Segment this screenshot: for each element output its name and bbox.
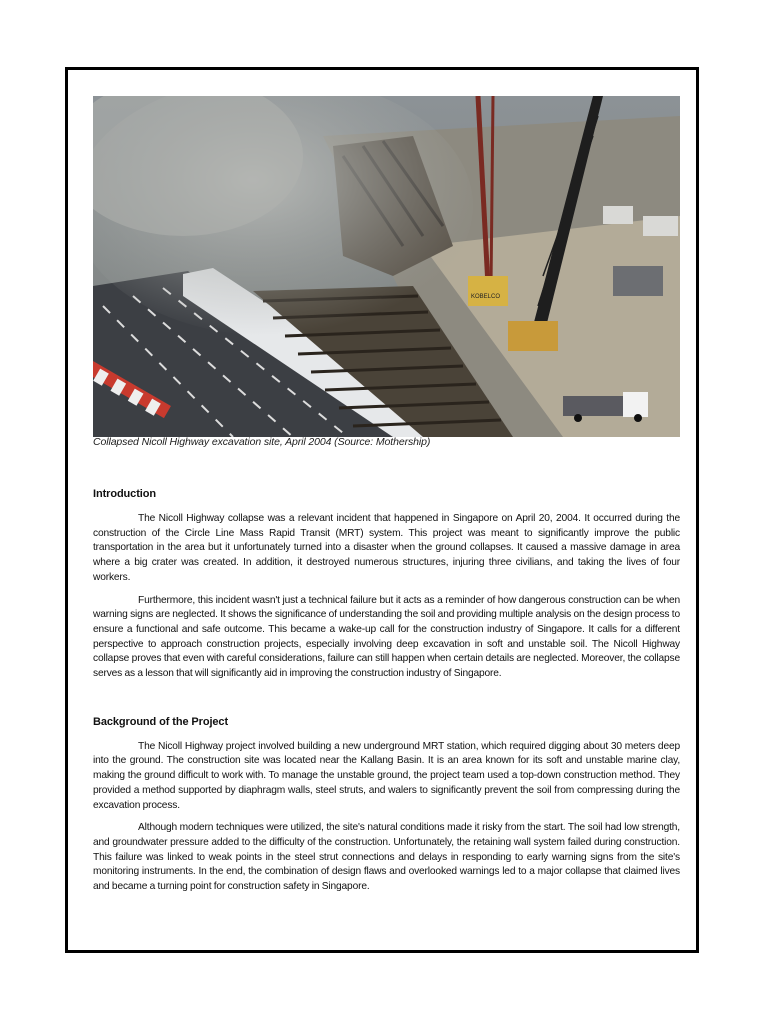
page-frame: [65, 67, 699, 953]
heading-introduction: Introduction: [93, 488, 156, 500]
svg-text:KOBELCO: KOBELCO: [471, 294, 501, 300]
photo-illustration: [93, 96, 680, 437]
intro-paragraph-1: The Nicoll Highway collapse was a relevant incident that happened in Singapore on April 20, 2004. It occurred during the construction of the Circle Line Mass Rapid Transit (MRT) system. This project was meant to significantly improve the public transportation in the area but it unfortunately turned into a disaster when the ground collapses. It caused a massive damage in area where a big crater was created. In addition, it destroyed numerous structures, injuring three civilians, and taking the lives of four workers.: [93, 513, 680, 583]
heading-background: Background of the Project: [93, 715, 229, 728]
document-body: [93, 488, 680, 903]
background-paragraph-2: Although modern techniques were utilized, the site's natural conditions made it risky from the start. The soil had low strength, and groundwater pressure added to the difficulty of the construction. Unfortunately, the retaining wall system failed during construction. This failure was linked to weak points in the steel strut connections and delays in responding to early warning signs from the site's monitoring instruments. In the end, the combination of design flaws and overlooked warnings led to a major collapse that claimed lives and became a turning point for construction safety in Singapore.: [93, 822, 680, 893]
background-paragraph-1: The Nicoll Highway project involved building a new underground MRT station, which required digging about 30 meters deep into the ground. The construction site was located near the Kallang Basin. It is an area known for its soft and unstable marine clay, making the ground difficult to work with. To manage the unstable ground, the project team used a top-down construction method. They provided a method supported by diaphragm walls, steel struts, and walers to significantly prevent the soil from compressing during the excavation process.: [93, 740, 680, 811]
excavation-site-photo: [93, 96, 680, 437]
photo-caption: Collapsed Nicoll Highway excavation site, April 2004 (Source: Mothership): [93, 436, 431, 448]
intro-paragraph-2: Furthermore, this incident wasn't just a technical failure but it acts as a reminder of how dangerous construction can be when warning signs are neglected. It shows the significance of understanding the soil and providing multiple analysis on the design process to ensure a functional and safe outcome. This became a wake-up call for the construction industry of Singapore. It calls for a different perspective to approach construction projects, especially involving deep excavation in soft and unstable soil. The Nicoll Highway collapse proves that even with careful considerations, failure can still happen when certain details are neglected. Moreover, the collapse serves as a lesson that will significantly aid in improving the construction industry of Singapore.: [93, 594, 680, 680]
